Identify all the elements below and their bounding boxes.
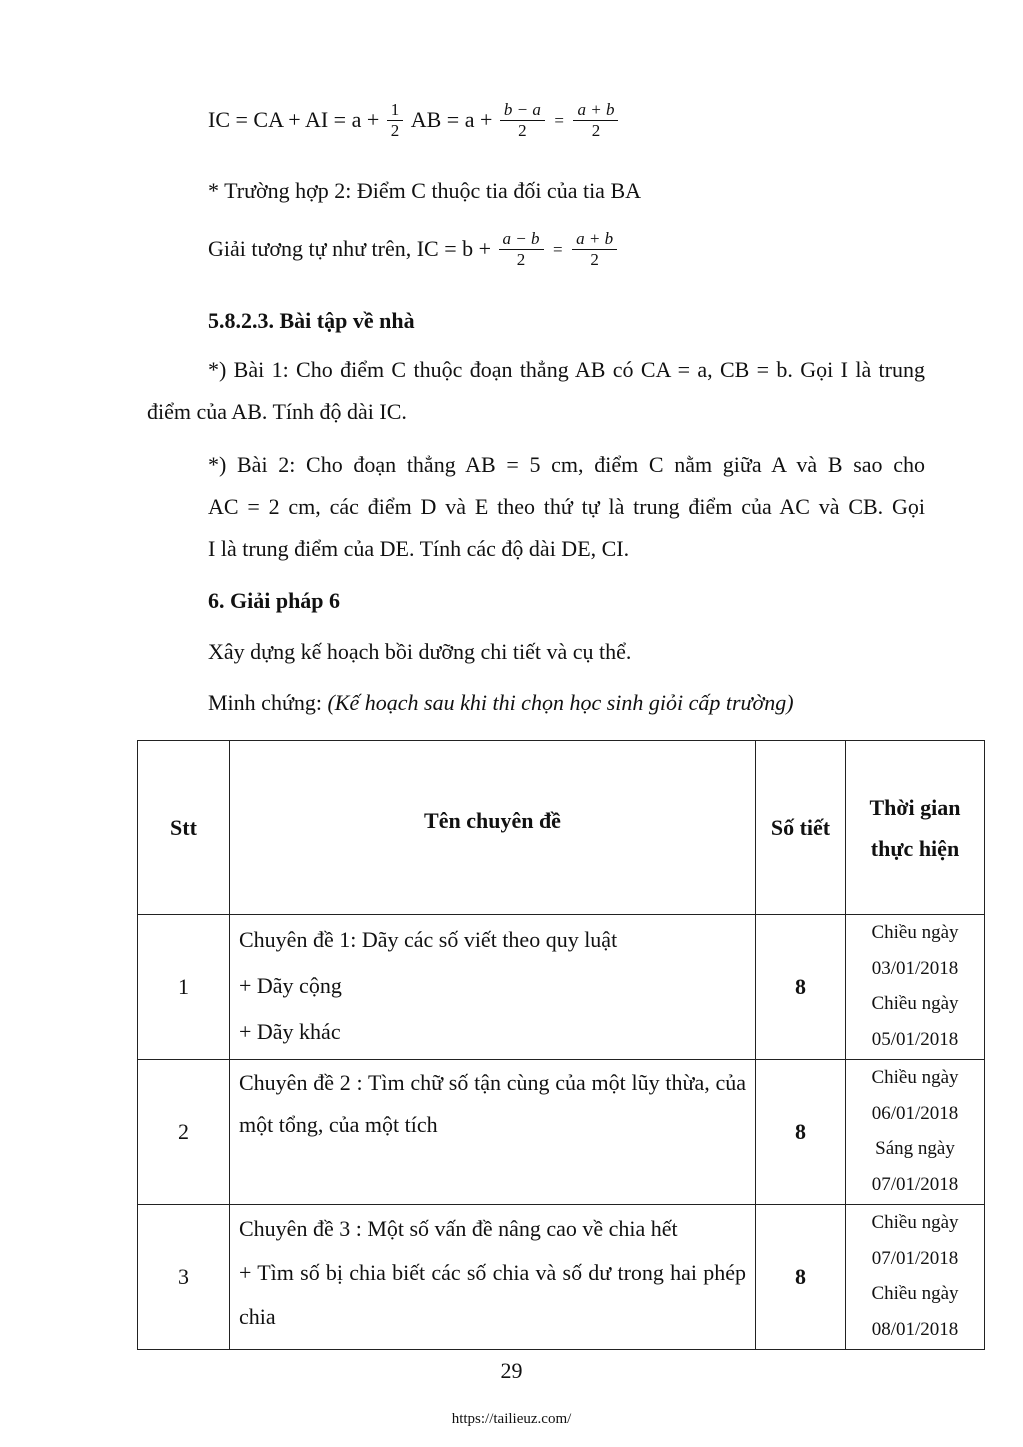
evidence-line	[208, 690, 794, 716]
exercise-2-line-1: *) Bài 2: Cho đoạn thẳng AB = 5 cm, điểm C nằm giữa A và B sao cho	[208, 452, 925, 477]
time-line: 06/01/2018	[871, 1102, 959, 1124]
case-2-statement: * Trường hợp 2: Điểm C thuộc tia đối của tia BA	[208, 178, 642, 203]
row-stt: 3	[138, 1205, 230, 1350]
time-line: Chiều ngày	[871, 922, 959, 943]
time-line: Sáng ngày	[875, 1138, 955, 1159]
time-line: Chiều ngày	[871, 1283, 959, 1304]
footer-url[interactable]: https://tailieuz.com/	[451, 1411, 572, 1427]
exercise-2-line-3: I là trung điểm của DE. Tính các độ dài DE, CI.	[208, 536, 630, 561]
exercise-2-line-2: AC = 2 cm, các điểm D và E theo thứ tự là trung điểm của AC và CB. Gọi	[208, 494, 925, 519]
row-topic	[230, 1205, 756, 1350]
time-line: 07/01/2018	[871, 1247, 959, 1269]
exercise-1-text: *) Bài 1: Cho điểm C thuộc đoạn thẳng AB có CA = a, CB = b. Gọi I là trung điểm của AB. Tính độ dài IC.	[147, 357, 925, 424]
topic-line: + Dãy cộng	[239, 973, 342, 998]
table-row	[138, 1205, 985, 1350]
header-count: Số tiết	[756, 741, 846, 915]
topic-line: + Dãy khác	[239, 1019, 341, 1044]
time-line: 05/01/2018	[871, 1028, 959, 1050]
table-header-row	[138, 741, 985, 915]
time-line: 03/01/2018	[871, 957, 959, 979]
topic-line: + Tìm số bị chia biết các số chia và số dư trong hai phép chia	[239, 1260, 746, 1329]
evidence-label: Minh chứng:	[208, 690, 322, 715]
section-heading-homework: 5.8.2.3. Bài tập về nhà	[208, 308, 415, 333]
time-line: 07/01/2018	[871, 1173, 959, 1195]
fraction-b-minus-a: $\frac{b - a}{2}$	[500, 100, 545, 140]
formula-prefix: Giải tương tự như trên, IC = b +	[208, 236, 492, 262]
header-time-line-2: thực hiện	[870, 835, 960, 861]
row-time	[846, 915, 985, 1060]
table-row	[138, 915, 985, 1060]
page-number: 29	[500, 1358, 523, 1383]
solution-description: Xây dựng kế hoạch bồi dưỡng chi tiết và cụ thể.	[208, 639, 632, 664]
row-topic	[230, 915, 756, 1060]
fraction-a-plus-b: $\frac{a + b}{2}$	[572, 229, 617, 269]
formula-ic-case1	[208, 100, 620, 140]
training-plan-table	[137, 740, 985, 1350]
row-stt: 1	[138, 915, 230, 1060]
row-time	[846, 1060, 985, 1205]
row-count: 8	[756, 1205, 846, 1350]
row-stt: 2	[138, 1060, 230, 1205]
exercise-1	[147, 349, 925, 433]
formula-mid: AB = a +	[410, 107, 493, 133]
topic-line: Chuyên đề 3 : Một số vấn đề nâng cao về chia hết	[239, 1216, 678, 1241]
time-line: Chiều ngày	[871, 993, 959, 1014]
header-stt: Stt	[138, 741, 230, 915]
header-time	[846, 741, 985, 915]
time-line: Chiều ngày	[871, 1067, 959, 1088]
time-line: 08/01/2018	[871, 1318, 959, 1340]
formula-ic-case2	[208, 229, 619, 269]
time-line: Chiều ngày	[871, 1212, 959, 1233]
row-count: 8	[756, 915, 846, 1060]
table-row	[138, 1060, 985, 1205]
topic-line: Chuyên đề 1: Dãy các số viết theo quy luật	[239, 927, 618, 952]
fraction-a-minus-b: $\frac{a - b}{2}$	[499, 229, 544, 269]
section-heading-solution-6: 6. Giải pháp 6	[208, 588, 341, 613]
equals-sign: =	[553, 239, 563, 259]
evidence-note: (Kế hoạch sau khi thi chọn học sinh giỏi cấp trường)	[327, 690, 794, 715]
row-count: 8	[756, 1060, 846, 1205]
formula-prefix: IC = CA + AI = a +	[208, 107, 380, 133]
row-topic	[230, 1060, 756, 1205]
equals-sign: =	[554, 110, 564, 130]
fraction-one-half: $\frac{1}{2}$	[387, 100, 404, 140]
fraction-a-plus-b: $\frac{a + b}{2}$	[573, 100, 618, 140]
header-topic: Tên chuyên đề	[230, 741, 756, 915]
topic-line: Chuyên đề 2 : Tìm chữ số tận cùng của một lũy thừa, của một tổng, của một tích	[239, 1070, 746, 1137]
header-time-line-1: Thời gian	[869, 794, 961, 820]
row-time	[846, 1205, 985, 1350]
